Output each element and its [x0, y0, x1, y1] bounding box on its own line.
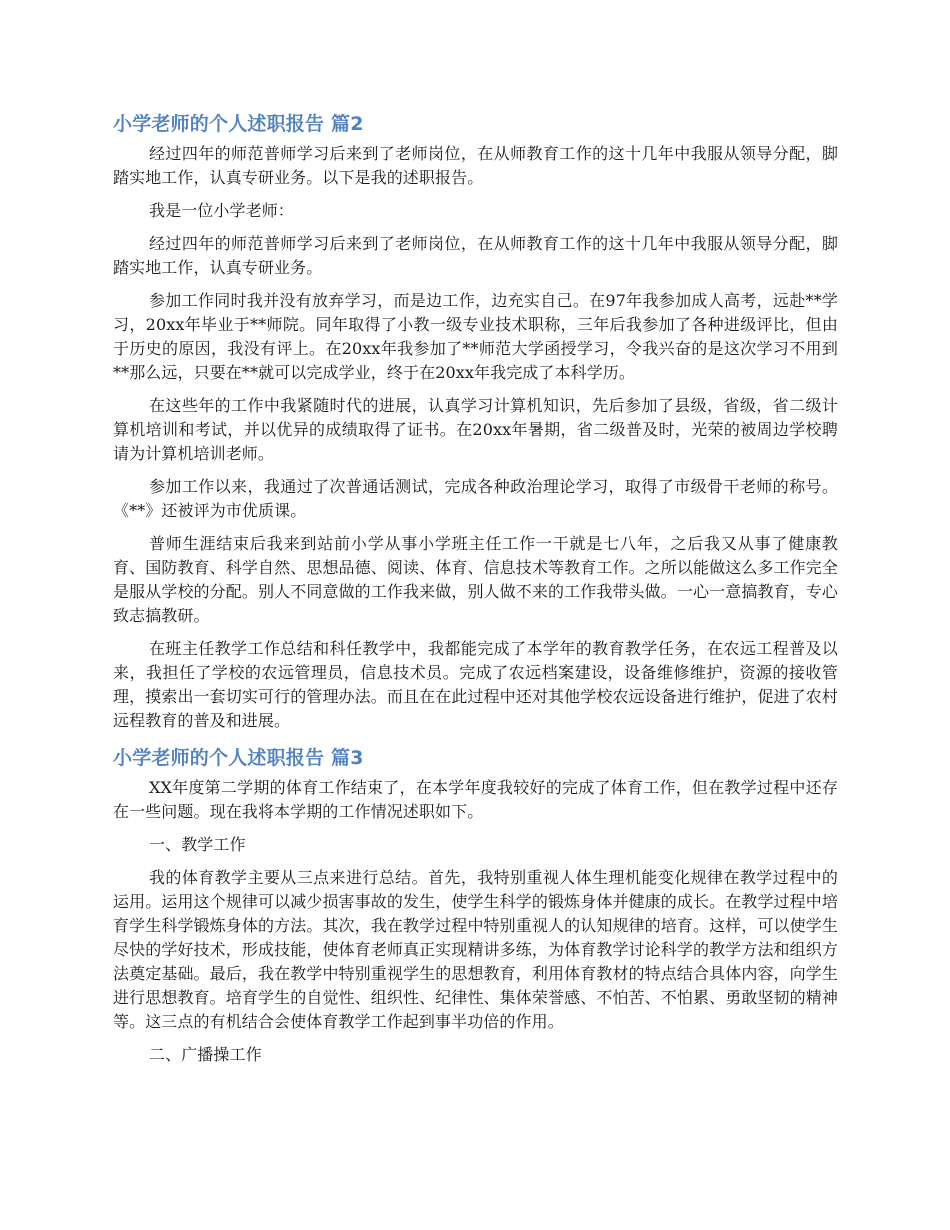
paragraph: 一、教学工作 — [149, 835, 246, 854]
paragraph: 参加工作以来，我通过了次普通话测试，完成各种政治理论学习，取得了市级骨干老师的称号。《**》还被评为市优质课。 — [113, 477, 838, 520]
paragraph: 经过四年的师范普师学习后来到了老师岗位，在从师教育工作的这十几年中我服从领导分配，脚踏实地工作，认真专研业务。 — [113, 234, 838, 277]
paragraph: 在这些年的工作中我紧随时代的进展，认真学习计算机知识，先后参加了县级，省级，省二级计算机培训和考试，并以优异的成绩取得了证书。在20xx年暑期，省二级普及时，光荣的被周边学校聘请为计算机培训老师。 — [113, 396, 838, 463]
paragraph: 在班主任教学工作总结和科任教学中，我都能完成了本学年的教育教学任务，在农远工程普及以来，我担任了学校的农远管理员，信息技术员。完成了农远档案建设，设备维修维护，资源的接收管理，摸索出一套切实可行的管理办法。而且在在此过程中还对其他学校农远设备进行维护，促进了农村远程教育的普及和进展。 — [113, 639, 838, 730]
paragraph: XX年度第二学期的体育工作结束了，在本学年度我较好的完成了体育工作，但在教学过程中还存在一些问题。现在我将本学期的工作情况述职如下。 — [113, 778, 838, 821]
section-report-3 — [113, 742, 838, 1067]
paragraph: 二、广播操工作 — [149, 1045, 262, 1064]
section-title: 小学老师的个人述职报告 篇3 — [113, 747, 364, 769]
paragraph: 经过四年的师范普师学习后来到了老师岗位，在从师教育工作的这十几年中我服从领导分配，脚踏实地工作，认真专研业务。以下是我的述职报告。 — [113, 144, 838, 187]
section-report-2 — [113, 108, 838, 733]
paragraph: 普师生涯结束后我来到站前小学从事小学班主任工作一干就是七八年，之后我又从事了健康教育、国防教育、科学自然、思想品德、阅读、体育、信息技术等教育工作。之所以能做这么多工作完全是服从学校的分配。别人不同意做的工作我来做，别人做不来的工作我带头做。一心一意搞教育，专心致志搞教研。 — [113, 534, 838, 625]
paragraph: 我的体育教学主要从三点来进行总结。首先，我特别重视人体生理机能变化规律在教学过程中的运用。运用这个规律可以减少损害事故的发生，使学生科学的锻炼身体并健康的成长。在教学过程中培育学生科学锻炼身体的方法。其次，我在教学过程中特别重视人的认知规律的培育。这样，可以使学生尽快的学好技术，形成技能，使体育老师真正实现精讲多练，为体育教学讨论科学的教学方法和组织方法奠定基础。最后，我在教学中特别重视学生的思想教育，利用体育教材的特点结合具体内容，向学生进行思想教育。培育学生的自觉性、组织性、纪律性、集体荣誉感、不怕苦、不怕累、勇敢坚韧的精神等。这三点的有机结合会使体育教学工作起到事半功倍的作用。 — [113, 868, 838, 1031]
paragraph: 参加工作同时我并没有放弃学习，而是边工作，边充实自己。在97年我参加成人高考，远赴**学习，20xx年毕业于**师院。同年取得了小教一级专业技术职称，三年后我参加了各种进级评比，但由于历史的原因，我没有评上。在20xx年我参加了**师范大学函授学习，令我兴奋的是这次学习不用到**那么远，只要在**就可以完成学业，终于在20xx年我完成了本科学历。 — [113, 291, 838, 382]
section-title: 小学老师的个人述职报告 篇2 — [113, 113, 364, 135]
paragraph: 我是一位小学老师： — [149, 201, 294, 220]
